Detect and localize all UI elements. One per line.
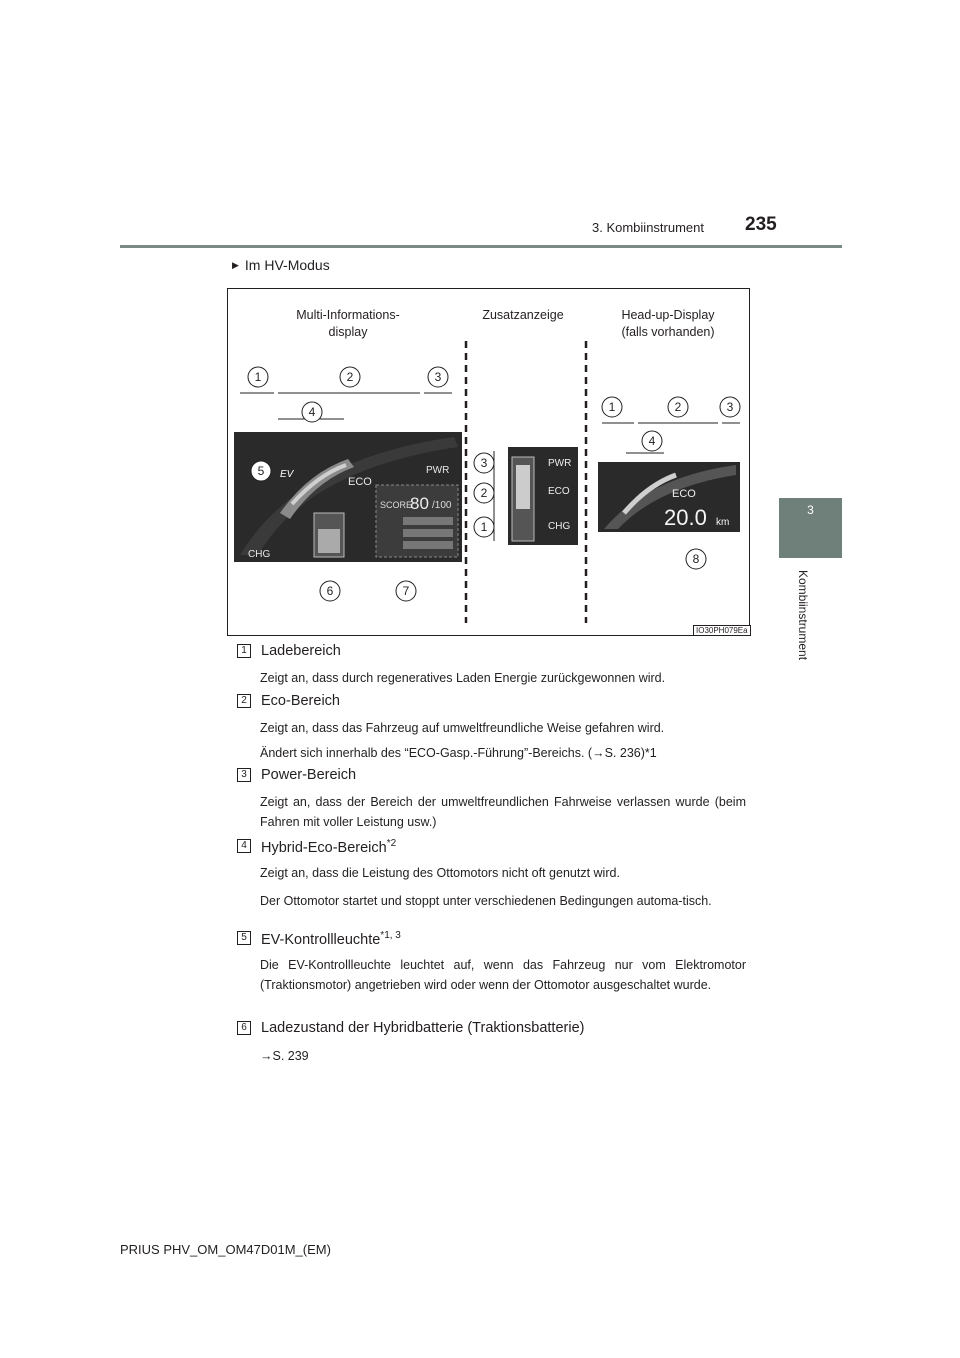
item-3-body: Zeigt an, dass der Bereich der umweltfreundlichen Fahrweise verlassen wurde (beim Fahren mit voller Leistung usw.) (260, 795, 746, 829)
hud-unit: km (716, 517, 730, 528)
item-title: Hybrid-Eco-Bereich$^{*2}$ (261, 838, 397, 856)
callout-6: 6 (326, 584, 334, 598)
callout-1: 1 (254, 370, 262, 384)
callout-2: 2 (346, 370, 354, 384)
figure-label-multi-info: Multi-Informations- display (296, 308, 400, 339)
callout-hud-4: 4 (648, 434, 656, 448)
callout-7: 7 (402, 584, 410, 598)
item-title: Power-Bereich (261, 767, 357, 783)
header-rule (120, 245, 842, 248)
cluster-illustration (228, 289, 749, 635)
eco-label: ECO (348, 476, 372, 488)
section-title: 3. Kombiinstrument (592, 220, 704, 235)
callout-aux-1: 1 (480, 520, 488, 534)
item-title: Ladebereich (261, 643, 341, 659)
ev-indicator: EV (280, 469, 294, 480)
item-1-body: Zeigt an, dass durch regeneratives Laden Energie zurückgewonnen wird. (260, 671, 666, 685)
page-number: 235 (745, 214, 777, 235)
callout-hud-3: 3 (726, 400, 734, 414)
chapter-number: 3 (807, 503, 814, 517)
item-title: EV-Kontrollleuchte$^{*1, 3}$ (261, 930, 401, 948)
figure (227, 288, 750, 636)
footer-doc-id: PRIUS PHV_OM_OM47D01M_(EM) (120, 1242, 331, 1257)
hud-distance: 20.0 (664, 505, 707, 530)
aux-eco-label: ECO (548, 486, 570, 497)
item-title: Ladezustand der Hybridbatterie (Traktionsbatterie) (261, 1020, 585, 1036)
callout-5: 5 (257, 464, 265, 478)
item-number: 4 (237, 839, 251, 853)
item-6-body: →S. 239 (260, 1049, 309, 1063)
aux-chg-label: CHG (548, 521, 571, 532)
callout-aux-3: 3 (480, 456, 488, 470)
item-title: Eco-Bereich (261, 693, 340, 709)
chapter-tab (779, 498, 842, 558)
subheading (232, 257, 330, 273)
score-max: /100 (432, 500, 452, 511)
item-5-body: Die EV-Kontrollleuchte leuchtet auf, wenn das Fahrzeug nur vom Elektromotor (Traktionsmotor) angetrieben wird oder wenn der Ottomotor ausgeschaltet wurde. (260, 958, 746, 992)
aux-pwr-label: PWR (548, 458, 572, 469)
triangle-bullet-icon: ▶ (232, 260, 239, 270)
item-number: 3 (237, 768, 251, 782)
score-label: SCORE (380, 500, 413, 510)
callout-hud-1: 1 (608, 400, 616, 414)
item-number: 6 (237, 1021, 251, 1035)
hud-eco-label: ECO (672, 488, 696, 500)
chg-label: CHG (248, 549, 271, 560)
item-number: 5 (237, 931, 251, 945)
item-4-body: Zeigt an, dass die Leistung des Ottomotors nicht oft genutzt wird. Der Ottomotor startet und stoppt unter verschiedenen Bedingungen automa-tisch. (260, 866, 712, 908)
subheading-text: Im HV-Modus (244, 257, 330, 273)
item-number: 2 (237, 694, 251, 708)
item-2-body: Zeigt an, dass das Fahrzeug auf umweltfreundliche Weise gefahren wird. Ändert sich innerhalb des “ECO-Gasp.-Führung”-Bereichs. (→S. 236)*1 (260, 721, 665, 760)
pwr-label: PWR (426, 465, 450, 476)
item-number: 1 (237, 644, 251, 658)
callout-4: 4 (308, 405, 316, 419)
figure-label-hud: Head-up-Display (falls vorhanden) (621, 308, 715, 339)
figure-label-additional: Zusatzanzeige (482, 308, 564, 322)
callout-3: 3 (434, 370, 442, 384)
chapter-label: Kombiinstrument (796, 570, 810, 661)
callout-aux-2: 2 (480, 486, 488, 500)
figure-code: IO30PH079Ea (693, 625, 751, 636)
score-value: 80 (410, 494, 429, 513)
callout-hud-2: 2 (674, 400, 682, 414)
callout-8: 8 (692, 552, 700, 566)
